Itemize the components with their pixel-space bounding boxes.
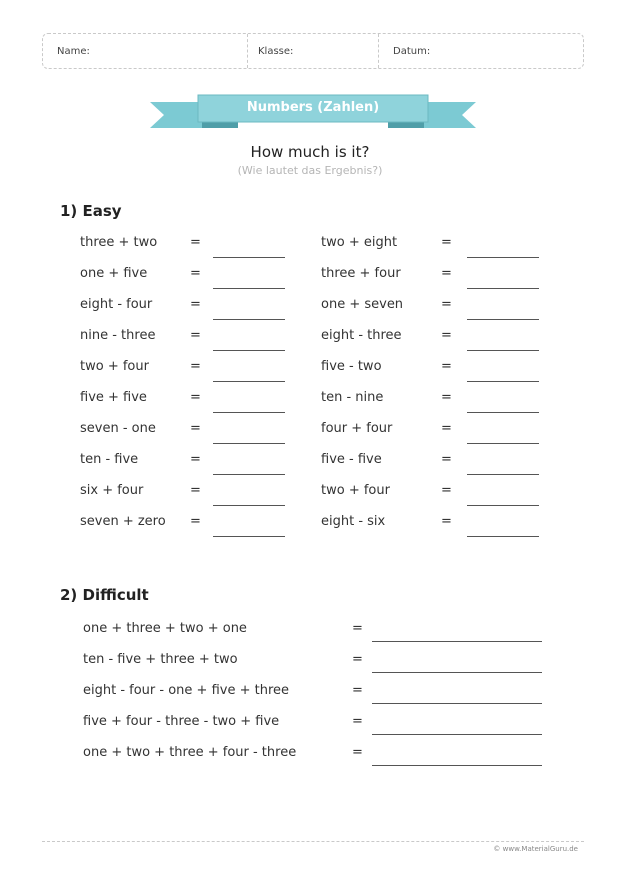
equals-sign: =	[441, 514, 452, 529]
date-label: Datum:	[393, 46, 431, 57]
easy-right-expression: two + eight	[321, 235, 398, 250]
easy-right-expression: eight - six	[321, 514, 386, 529]
easy-left-expression: three + two	[80, 235, 158, 250]
answer-blank[interactable]	[213, 350, 285, 351]
equals-sign: =	[352, 745, 363, 760]
difficult-expression: one + three + two + one	[83, 621, 247, 636]
ribbon-right-tail	[424, 102, 476, 128]
easy-left-expression: eight - four	[80, 297, 153, 312]
easy-right-expression: eight - three	[321, 328, 402, 343]
easy-right-expression: one + seven	[321, 297, 404, 312]
answer-blank[interactable]	[213, 443, 285, 444]
equals-sign: =	[441, 359, 452, 374]
easy-left-expression: five + five	[80, 390, 147, 405]
easy-left-expression: ten - five	[80, 452, 139, 467]
page-subtitle: (Wie lautet das Ergebnis?)	[237, 164, 383, 177]
equals-sign: =	[190, 297, 201, 312]
equals-sign: =	[190, 452, 201, 467]
easy-left-expression: nine - three	[80, 328, 156, 343]
student-info-header	[42, 33, 584, 69]
answer-blank[interactable]	[372, 641, 542, 642]
easy-left-expression: one + five	[80, 266, 148, 281]
answer-blank[interactable]	[213, 288, 285, 289]
equals-sign: =	[190, 359, 201, 374]
equals-sign: =	[441, 452, 452, 467]
easy-left-expression: six + four	[80, 483, 144, 498]
footer-credit: © www.MaterialGuru.de	[493, 845, 578, 853]
answer-blank[interactable]	[213, 381, 285, 382]
footer-divider	[42, 841, 584, 842]
answer-blank[interactable]	[467, 288, 539, 289]
easy-right-expression: ten - nine	[321, 390, 384, 405]
class-field[interactable]	[248, 34, 379, 68]
equals-sign: =	[352, 621, 363, 636]
answer-blank[interactable]	[467, 412, 539, 413]
difficult-expression: five + four - three - two + five	[83, 714, 280, 729]
answer-blank[interactable]	[213, 319, 285, 320]
equals-sign: =	[190, 514, 201, 529]
easy-right-expression: three + four	[321, 266, 401, 281]
answer-blank[interactable]	[213, 505, 285, 506]
answer-blank[interactable]	[372, 734, 542, 735]
answer-blank[interactable]	[213, 257, 285, 258]
section-difficult-heading: 2) Difficult	[60, 586, 149, 604]
answer-blank[interactable]	[467, 505, 539, 506]
name-field[interactable]	[43, 34, 248, 68]
equals-sign: =	[441, 328, 452, 343]
easy-right-expression: four + four	[321, 421, 393, 436]
equals-sign: =	[190, 266, 201, 281]
easy-right-expression: five - five	[321, 452, 382, 467]
class-label: Klasse:	[258, 46, 294, 57]
equals-sign: =	[190, 390, 201, 405]
answer-blank[interactable]	[467, 443, 539, 444]
answer-blank[interactable]	[467, 350, 539, 351]
equals-sign: =	[441, 421, 452, 436]
page-title: How much is it?	[250, 143, 370, 161]
answer-blank[interactable]	[467, 319, 539, 320]
answer-blank[interactable]	[467, 257, 539, 258]
equals-sign: =	[441, 266, 452, 281]
equals-sign: =	[190, 235, 201, 250]
equals-sign: =	[441, 483, 452, 498]
answer-blank[interactable]	[467, 536, 539, 537]
answer-blank[interactable]	[372, 703, 542, 704]
easy-left-expression: seven - one	[80, 421, 156, 436]
banner-title: Numbers (Zahlen)	[246, 100, 380, 115]
easy-left-expression: two + four	[80, 359, 149, 374]
difficult-expression: ten - five + three + two	[83, 652, 238, 667]
date-field[interactable]	[379, 34, 585, 68]
equals-sign: =	[441, 390, 452, 405]
equals-sign: =	[190, 328, 201, 343]
difficult-expression: one + two + three + four - three	[83, 745, 297, 760]
answer-blank[interactable]	[467, 474, 539, 475]
equals-sign: =	[352, 683, 363, 698]
answer-blank[interactable]	[213, 412, 285, 413]
easy-left-expression: seven + zero	[80, 514, 166, 529]
section-easy-heading: 1) Easy	[60, 202, 122, 220]
equals-sign: =	[441, 235, 452, 250]
easy-right-expression: five - two	[321, 359, 382, 374]
equals-sign: =	[190, 421, 201, 436]
answer-blank[interactable]	[467, 381, 539, 382]
answer-blank[interactable]	[372, 765, 542, 766]
name-label: Name:	[57, 46, 90, 57]
answer-blank[interactable]	[213, 474, 285, 475]
answer-blank[interactable]	[213, 536, 285, 537]
answer-blank[interactable]	[372, 672, 542, 673]
equals-sign: =	[441, 297, 452, 312]
difficult-expression: eight - four - one + five + three	[83, 683, 290, 698]
equals-sign: =	[352, 652, 363, 667]
easy-right-expression: two + four	[321, 483, 390, 498]
equals-sign: =	[190, 483, 201, 498]
equals-sign: =	[352, 714, 363, 729]
ribbon-left-tail	[150, 102, 202, 128]
